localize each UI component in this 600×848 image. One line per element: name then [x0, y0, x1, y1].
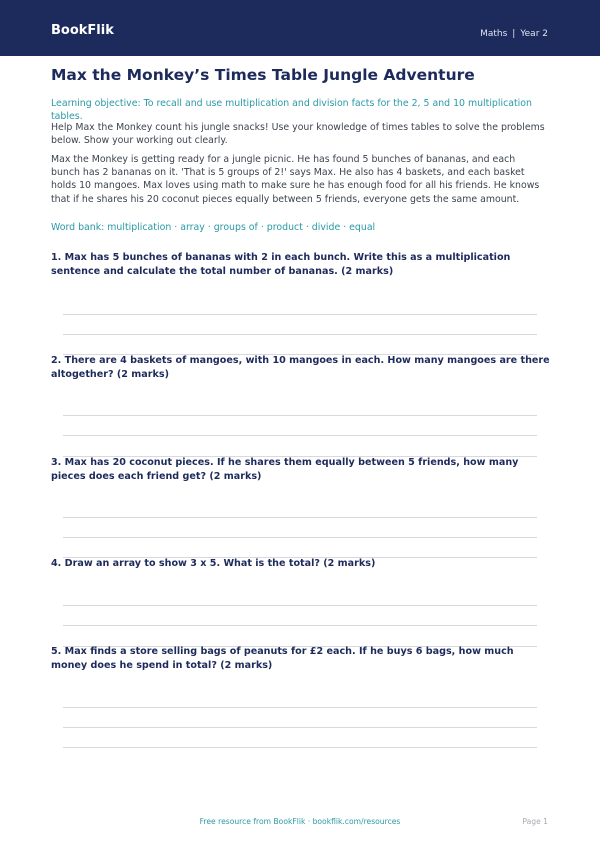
- question-2: 2. There are 4 baskets of mangoes, with 10 mangoes in each. How many mangoes are there altogether? (2 marks): [51, 355, 550, 381]
- brand-logo-text: BookFlik: [51, 23, 114, 38]
- page-number: Page 1: [522, 817, 548, 826]
- question-4: 4. Draw an array to show 3 x 5. What is the total? (2 marks): [51, 558, 376, 569]
- page-header: [0, 0, 600, 56]
- instructions-paragraph: Help Max the Monkey count his jungle snacks! Use your knowledge of times tables to solve the problems below. Show your working out clearly.: [51, 122, 545, 147]
- answer-line[interactable]: [63, 435, 537, 436]
- year-label: Year 2: [520, 29, 548, 39]
- meta-separator: |: [512, 29, 516, 39]
- question-1: 1. Max has 5 bunches of bananas with 2 in each bunch. Write this as a multiplication sentence and calculate the total number of bananas. (2 marks): [51, 252, 511, 278]
- header-meta: [480, 28, 548, 40]
- answer-line[interactable]: [63, 537, 537, 538]
- word-bank: Word bank: multiplication · array · groups of · product · divide · equal: [51, 222, 376, 233]
- answer-line[interactable]: [63, 415, 537, 416]
- subject-label: Maths: [480, 29, 508, 39]
- learning-objective: Learning objective: To recall and use multiplication and division facts for the 2, 5 and 10 multiplication tables.: [51, 98, 532, 122]
- answer-line[interactable]: [63, 747, 537, 748]
- answer-line[interactable]: [63, 707, 537, 708]
- answer-line[interactable]: [63, 605, 537, 606]
- story-paragraph: Max the Monkey is getting ready for a jungle picnic. He has found 5 bunches of bananas, and each bunch has 2 bananas on it. 'That is 5 groups of 2!' says Max. He also has 4 baskets, and each basket holds 10 mangoes. Max loves using math to make sure he has enough food for all his friends. He knows that if he shares his 20 coconut pieces equally between 5 friends, everyone gets the same amount.: [51, 154, 540, 205]
- answer-line[interactable]: [63, 625, 537, 626]
- question-5: 5. Max finds a store selling bags of peanuts for £2 each. If he buys 6 bags, how much money does he spend in total? (2 marks): [51, 646, 514, 672]
- footer-credit: Free resource from BookFlik · bookflik.com/resources: [199, 817, 401, 826]
- answer-line[interactable]: [63, 314, 537, 315]
- worksheet-title: Max the Monkey’s Times Table Jungle Adventure: [51, 66, 475, 84]
- answer-line[interactable]: [63, 517, 537, 518]
- question-3: 3. Max has 20 coconut pieces. If he shares them equally between 5 friends, how many pieces does each friend get? (2 marks): [51, 457, 519, 483]
- answer-line[interactable]: [63, 334, 537, 335]
- answer-line[interactable]: [63, 727, 537, 728]
